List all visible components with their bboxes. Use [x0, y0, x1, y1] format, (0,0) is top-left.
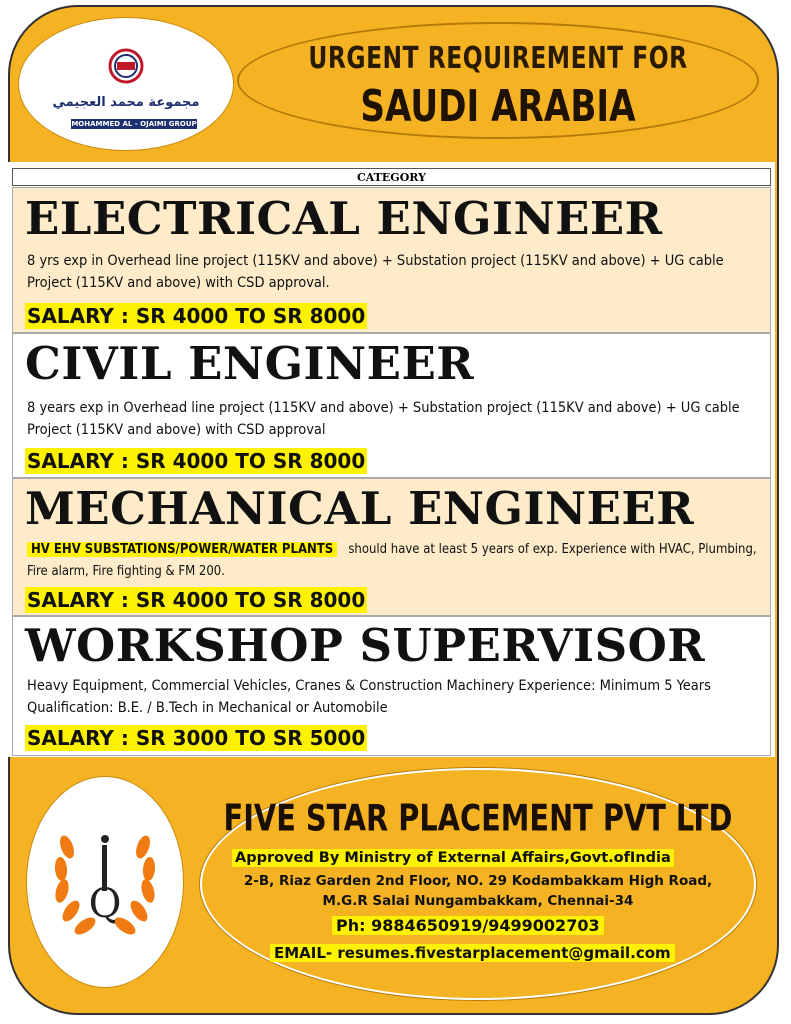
job-description: 8 years exp in Overhead line project (115KV and above) + Substation project (115KV and above) + UG cable Project (115KV and above) with CSD approval	[27, 400, 740, 438]
job-title: MECHANICAL ENGINEER	[25, 482, 695, 535]
job-description	[27, 539, 760, 583]
ojaimi-emblem-icon	[19, 18, 233, 150]
job-title: WORKSHOP SUPERVISOR	[25, 619, 706, 672]
salary-badge: SALARY : SR 4000 TO SR 8000	[27, 588, 366, 612]
category-header: CATEGORY	[12, 168, 771, 186]
svg-text:Q: Q	[88, 881, 122, 927]
job-title: CIVIL ENGINEER	[25, 337, 475, 390]
logo-english-text: MOHAMMED AL - OJAIMI GROUP	[71, 120, 197, 128]
job-title: ELECTRICAL ENGINEER	[25, 192, 663, 245]
laurel-wreath-icon	[27, 777, 183, 987]
job-workshop-supervisor	[12, 616, 771, 756]
job-description: Heavy Equipment, Commercial Vehicles, Cranes & Construction Machinery Experience: Minimum 5 Years Qualification: B.E. / B.Tech in Mechanical or Automobile	[27, 678, 711, 716]
salary-badge: SALARY : SR 3000 TO SR 5000	[27, 726, 366, 750]
title-line2: SAUDI ARABIA	[360, 80, 636, 132]
job-civil	[12, 333, 771, 478]
ojaimi-logo	[18, 17, 234, 151]
job-listing-area	[8, 162, 775, 757]
address-line1: 2-B, Riaz Garden 2nd Floor, NO. 29 Kodambakkam High Road,	[243, 873, 713, 889]
salary-badge: SALARY : SR 4000 TO SR 8000	[27, 304, 366, 328]
title-line1: URGENT REQUIREMENT FOR	[308, 41, 688, 77]
title-oval	[237, 22, 759, 139]
company-name: FIVE STAR PLACEMENT PVT LTD	[223, 796, 733, 840]
phone-number[interactable]: Ph: 9884650919/9499002703	[332, 916, 604, 935]
approval-text: Approved By Ministry of External Affairs,Govt.ofIndia	[232, 849, 674, 867]
job-description: 8 yrs exp in Overhead line project (115KV and above) + Substation project (115KV and above) + UG cable Project (115KV and above) with CSD approval.	[27, 253, 724, 291]
fivestar-logo	[26, 776, 184, 988]
job-electrical	[12, 187, 771, 333]
email-address[interactable]: EMAIL- resumes.fivestarplacement@gmail.com	[270, 944, 675, 962]
job-highlight: HV EHV SUBSTATIONS/POWER/WATER PLANTS	[27, 542, 337, 557]
job-description-text: should have at least 5 years of exp. Experience with HVAC, Plumbing, Fire alarm, Fire fighting & FM 200.	[27, 542, 757, 579]
address-line2: M.G.R Salai Nungambakkam, Chennai-34	[322, 893, 634, 909]
job-mechanical	[12, 478, 771, 616]
logo-arabic-text: مجموعة محمد العجيمي	[52, 95, 200, 110]
salary-badge: SALARY : SR 4000 TO SR 8000	[27, 449, 366, 473]
